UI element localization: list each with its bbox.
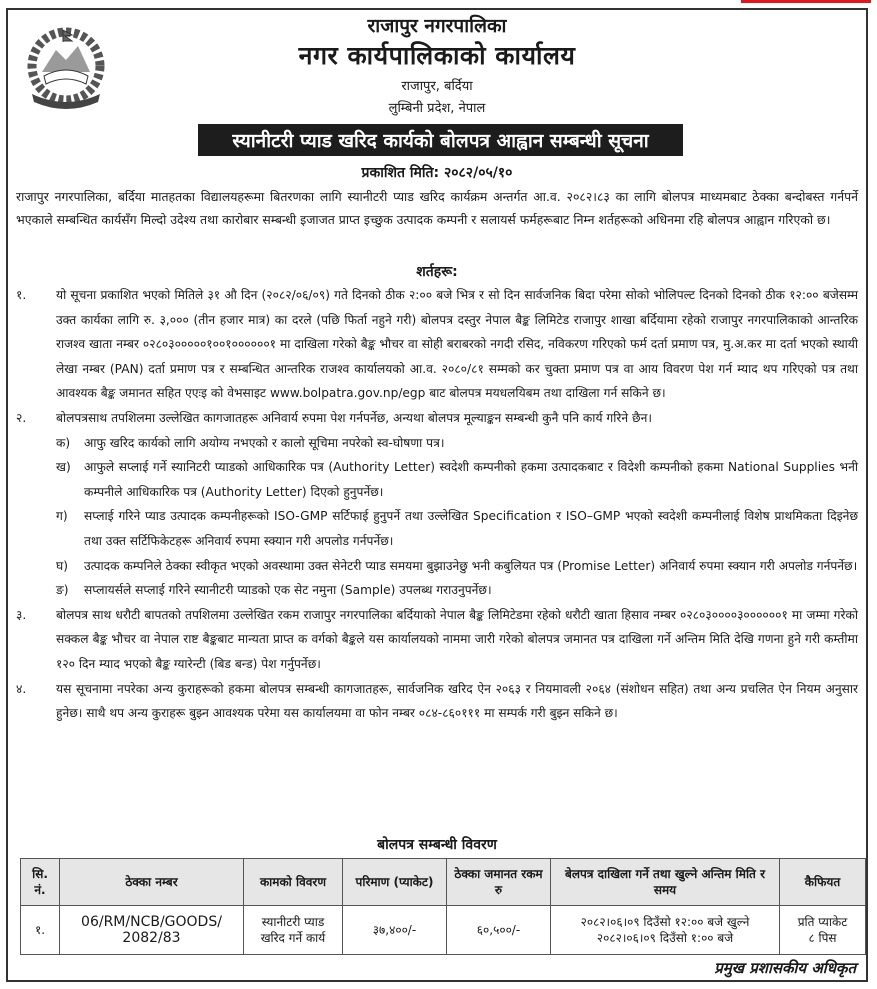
clause-2-subitem-ka [16,431,858,456]
clause-3 [16,603,858,677]
cell-security-amount: ६०,५००/- [447,906,551,955]
contract-no-line-2: 2082/83 [122,930,181,946]
signatory-title: प्रमुख प्रशासकीय अधिकृत [714,959,856,977]
subitem-letter: ग) [56,509,68,524]
table-header-row [21,859,866,906]
clause-number: २. [16,410,27,425]
subitem-letter: क) [56,435,71,450]
clause-number: १. [16,288,27,302]
col-quantity: परिमाण (प्याकेट) [343,859,447,906]
published-date: प्रकाशित मिति: २०८२/०५/१० [361,165,513,181]
notice-title-banner: स्यानीटरी प्याड खरिद कार्यको बोलपत्र आह्वान सम्बन्धी सूचना [198,124,683,156]
clause-text: यस सूचनामा नपरेका अन्य कुराहरूको हकमा बोलपत्र सम्बन्धी कागजातहरू, सार्वजनिक खरिद ऐन २०६३ र नियमावली २०६४ (संशोधन सहित) तथा अन्य प्रचलित ऐन नियम अनुसार हुनेछ। साथै थप अन्य कुराहरू बुझ्न आवश्यक परेमा यस कार्यालयमा वा फोन नम्बर ०८४-८६०१११ मा सम्पर्क गरी बुझ्न सकिने छ। [56,681,858,721]
top-red-accent-bar [741,0,871,3]
conditions-list [16,283,858,726]
address-line-2: लुम्बिनी प्रदेश, नेपाल [388,101,486,116]
municipality-name: राजापुर नगरपालिका [367,15,507,37]
subitem-text: सप्लायर्सले सप्लाई गरिने स्यानीटरी प्याडको एक सेट नमुना (Sample) उपलब्ध गराउनुपर्नेछ। [84,583,492,598]
subitem-letter: ङ) [56,583,69,598]
conditions-heading: शर्तहरू: [416,264,458,280]
clause-text: यो सूचना प्रकाशित भएको मितिले ३१ औ दिन (२०८२/०६/०९) गते दिनको ठीक २:०० बजे भित्र र सो दिन सार्वजनिक बिदा परेमा सोको भोलिपल्ट दिनको दिनको ठीक १२:०० बजेसम्म उक्त कार्यका लागि रु. ३,००० (तीन हजार मात्र) का दरले (पछि फिर्ता नहुने गरी) बोलपत्र दस्तुर नेपाल बैङ्क लिमिटेड राजापुर शाखा बर्दियामा रहेको राजापुर नगरपालिकाको आन्तरिक राजश्व खाता नम्बर ०२८०३०००००१००१००००००१ मा दाखिला गरेको बैङ्क भौचर वा सोही बराबरको नगदी रसिद, नविकरण गरिएको फर्म दर्ता प्रमाण पत्र, मु.अ.कर मा दर्ता भएको स्थायी लेखा नम्बर (PAN) दर्ता प्रमाण पत्र र सम्बन्धित आन्तरिक राजश्व कार्यालयको आ.व. २०८०/८१ सम्मको कर चुक्ता प्रमाण पत्र वा आय विवरण पेश गर्न म्याद थप गरिएको पत्र तथा आवश्यक बैङ्क जमानत सहित एएःइ को वेभसाइट www.bolpatra.gov.np/egp बाट बोलपत्र मयधलयिबम तथा दाखिला गर्न सकिने छ। [56,288,858,401]
subitem-text: आफु खरिद कार्यको लागि अयोग्य नभएको र कालो सूचिमा नपरेको स्व-घोषणा पत्र। [84,435,445,450]
subitem-text: उत्पादक कम्पनिले ठेक्का स्वीकृत भएको अवस्थामा उक्त सेनेटरी प्याड समयमा बुझाउनेछु भनी कबुलियत पत्र (Promise Letter) अनिवार्य रुपमा स्क्यान गरी अपलोड गर्नपर्नेछ। [84,558,858,573]
clause-text: बोलपत्रसाथ तपशिलमा उल्लेखित कागजातहरू अनिवार्य रुपमा पेश गर्नपर्नेछ, अन्यथा बोलपत्र मूल्याङ्कन सम्बन्धी कुनै पनि कार्य गरिने छैन। [56,410,652,425]
deadline-line-1: २०८२।०६।०९ दिउँसो १२:०० बजे खुल्ने [580,915,750,929]
address-line-1: राजापुर, बर्दिया [401,79,473,94]
clause-2-subitem-gha [16,554,858,579]
col-work-description: कामको विवरण [244,859,343,906]
subitem-text: आफुले सप्लाई गर्ने स्यानिटरी प्याडको आधिकारिक पत्र (Authority Letter) स्वदेशी कम्पनीको हकमा उत्पादकबाट र विदेशी कम्पनीको हकमा National Supplies भनी कम्पनीले आधिकारिक पत्र (Authority Letter) दिएको हुनुपर्नेछ। [84,460,858,499]
clause-2-subitem-ga [16,504,858,553]
notice-frame [6,8,868,982]
work-line-1: स्यानीटरी प्याड [261,915,325,929]
col-deadline: बेलपत्र दाखिला गर्ने तथा खुल्ने अन्तिम मिति र समय [551,859,780,906]
col-security-amount: ठेक्का जमानत रकम रु [447,859,551,906]
deadline-line-2: २०८२।०६।०९ दिउँसो १:०० बजे [596,931,734,945]
contract-no-line-1: 06/RM/NCB/GOODS/ [81,914,222,930]
col-serial: सि. नं. [21,859,60,906]
cell-contract-no [60,906,244,955]
clause-number: ३. [16,607,27,622]
subitem-letter: घ) [56,558,68,573]
col-contract-no: ठेक्का नम्बर [60,859,244,906]
clause-2-subitem-nga [16,578,858,603]
clause-number: ४. [16,681,27,696]
work-line-2: खरिद गर्ने कार्य [260,931,326,945]
clause-4 [16,677,858,726]
clause-2 [16,406,858,431]
cell-work-description [244,906,343,955]
cell-remarks [780,906,866,955]
clause-text: बोलपत्र साथ धरौटी बापतको तपशिलमा उल्लेखित रकम राजापुर नगरपालिका बर्दियाको नेपाल बैङ्क लिमिटेडमा रहेको धरौटी खाता हिसाव नम्बर ०२८०३००००३००००००१ मा जम्मा गरेको सक्कल बैङ्क भौचर वा नेपाल राष्ट बैङ्कबाट मान्यता प्राप्त क वर्गको बैङ्कले यस कार्यालयको नाममा जारी गरेको बोलपत्र जमानत पत्र दाखिला गर्ने अन्तिम मिति देखि गणना हुने गरी कम्तीमा १२० दिन म्याद भएको बैङ्क ग्यारेन्टी (बिड बन्ड) पेश गर्नुपर्नेछ। [56,607,858,671]
cell-quantity: ३७,४००/- [343,906,447,955]
cell-serial: १. [21,906,60,955]
intro-paragraph: राजापुर नगरपालिका, बर्दिया मातहतका विद्यालयहरूमा बितरणका लागि स्यानीटरी प्याड खरिद कार्यक्रम अन्तर्गत आ.व. २०८२।८३ का लागि बोलपत्र माध्यमबाट ठेक्का बन्दोबस्त गर्नपर्ने भएकाले सम्बन्धित कार्यसँग मिल्दो उदेश्य तथा कारोबार सम्बन्धी इजाजत प्राप्त इच्छुक उत्पादक कम्पनी र सलायर्स फर्महरूबाट निम्न शर्तहरूको अधिनमा रहि बोलपत्र आह्वान गरिएको छ। [16,189,858,227]
remarks-line-2: ८ पिस [808,931,837,945]
tender-details-heading: बोलपत्र सम्बन्धी विवरण [377,837,497,853]
col-remarks: कैफियत [780,859,866,906]
remarks-line-1: प्रति प्याकेट [797,915,848,929]
office-name: नगर कार्यपालिकाको कार्यालय [298,41,576,70]
subitem-text: सप्लाई गरिने प्याड उत्पादक कम्पनीहरूको ISO-GMP सर्टिफाई हुनुपर्ने तथा उल्लेखित Specification र ISO–GMP भएको स्वदेशी कम्पनीलाई विशेष प्राथमिकता दिइनेछ तथा उक्त सर्टिफिकेटहरू अनिवार्य रुपमा स्क्यान गरी अपलोड गर्नपर्नेछ। [84,509,858,548]
tender-details-table [20,858,866,955]
cell-deadline [551,906,780,955]
clause-2-subitem-kha [16,455,858,504]
table-row [21,906,866,955]
clause-1 [16,283,858,406]
subitem-letter: ख) [56,460,71,475]
